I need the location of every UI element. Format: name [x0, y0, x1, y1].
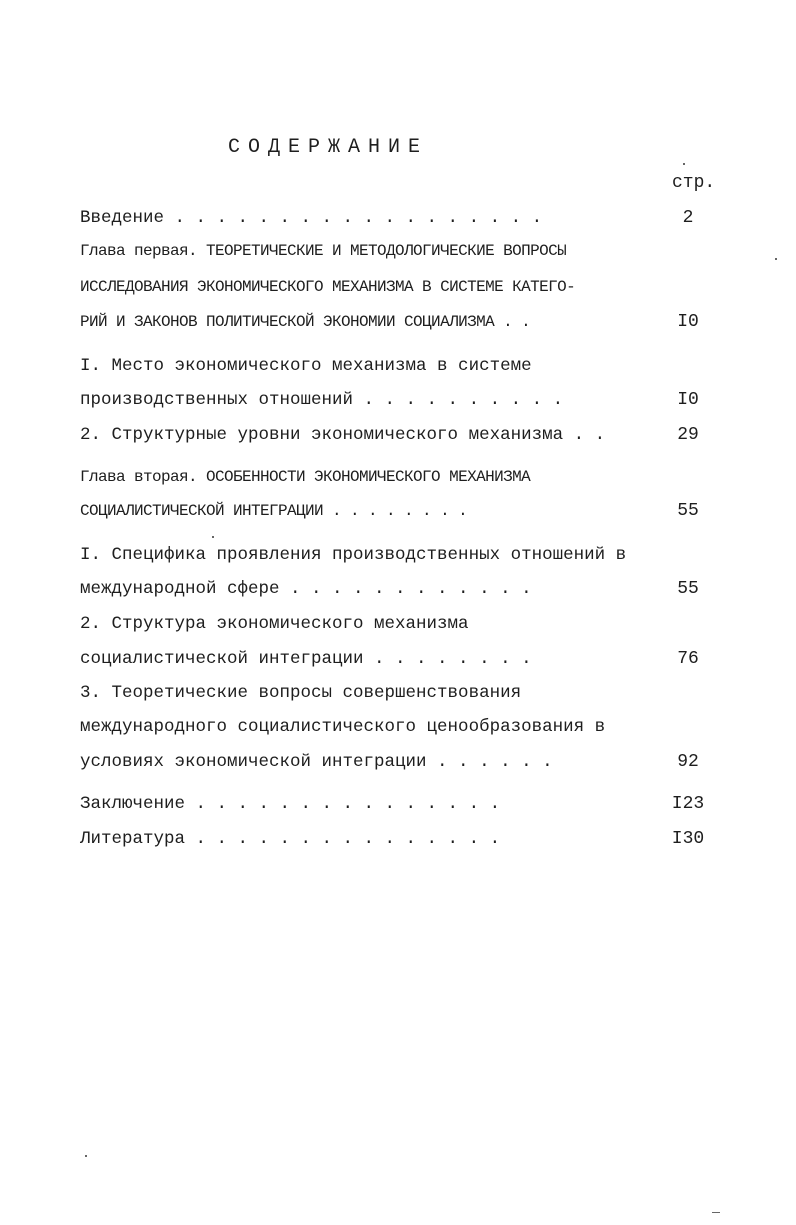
toc-entry-chapter1-line2: ИССЛЕДОВАНИЯ ЭКОНОМИЧЕСКОГО МЕХАНИЗМА В СИСТЕМЕ КАТЕГО-	[80, 278, 576, 296]
toc-entry-1-1-line1: I. Место экономического механизма в системе	[80, 356, 532, 376]
toc-entry-2-3-line3: условиях экономической интеграции . . . . . .	[80, 752, 553, 772]
toc-entry-chapter2-line1: Глава вторая. ОСОБЕННОСТИ ЭКОНОМИЧЕСКОГО МЕХАНИЗМА	[80, 468, 531, 486]
toc-entry-intro: Введение . . . . . . . . . . . . . . . . . .	[80, 208, 543, 228]
toc-entry-chapter2-line2: СОЦИАЛИСТИЧЕСКОЙ ИНТЕГРАЦИИ . . . . . . . .	[80, 502, 468, 520]
toc-entry-2-3-line1: 3. Теоретические вопросы совершенствования	[80, 683, 522, 703]
toc-page-number: 92	[677, 752, 699, 772]
toc-entry-chapter1-line3: РИЙ И ЗАКОНОВ ПОЛИТИЧЕСКОЙ ЭКОНОМИИ СОЦИАЛИЗМА . .	[80, 313, 531, 331]
page-title: СОДЕРЖАНИЕ	[227, 136, 429, 159]
toc-entry-1-2: 2. Структурные уровни экономического механизма . .	[80, 425, 606, 445]
scan-speck	[712, 1212, 720, 1213]
toc-entry-2-3-line2: международного социалистического ценообразования в	[80, 717, 606, 737]
toc-page-number: 76	[677, 649, 699, 669]
toc-entry-literature: Литература . . . . . . . . . . . . . . .	[80, 829, 501, 849]
toc-entry-conclusion: Заключение . . . . . . . . . . . . . . .	[80, 794, 501, 814]
toc-entry-chapter1-line1: Глава первая. ТЕОРЕТИЧЕСКИЕ И МЕТОДОЛОГИЧЕСКИЕ ВОПРОСЫ	[80, 242, 567, 260]
toc-entry-2-2-line2: социалистической интеграции . . . . . . . .	[80, 649, 532, 669]
toc-entry-2-1-line2: международной сфере . . . . . . . . . . . .	[80, 579, 532, 599]
scan-speck	[212, 536, 214, 538]
toc-entry-1-1-line2: производственных отношений . . . . . . . . . .	[80, 390, 564, 410]
toc-page-number: I0	[677, 390, 699, 410]
toc-entry-2-1-line1: I. Специфика проявления производственных отношений в	[80, 545, 627, 565]
toc-page-number: 55	[677, 579, 699, 599]
toc-page-number: I23	[671, 794, 705, 814]
toc-page-number: I30	[671, 829, 705, 849]
toc-page-number: 55	[677, 501, 699, 521]
page-column-label: стр.	[672, 173, 716, 193]
scan-speck	[683, 163, 685, 165]
toc-page-number: 29	[677, 425, 699, 445]
toc-page-number: 2	[682, 208, 694, 228]
scan-speck	[85, 1155, 87, 1157]
toc-page-number: I0	[677, 312, 699, 332]
toc-entry-2-2-line1: 2. Структура экономического механизма	[80, 614, 469, 634]
scan-speck	[775, 258, 777, 260]
